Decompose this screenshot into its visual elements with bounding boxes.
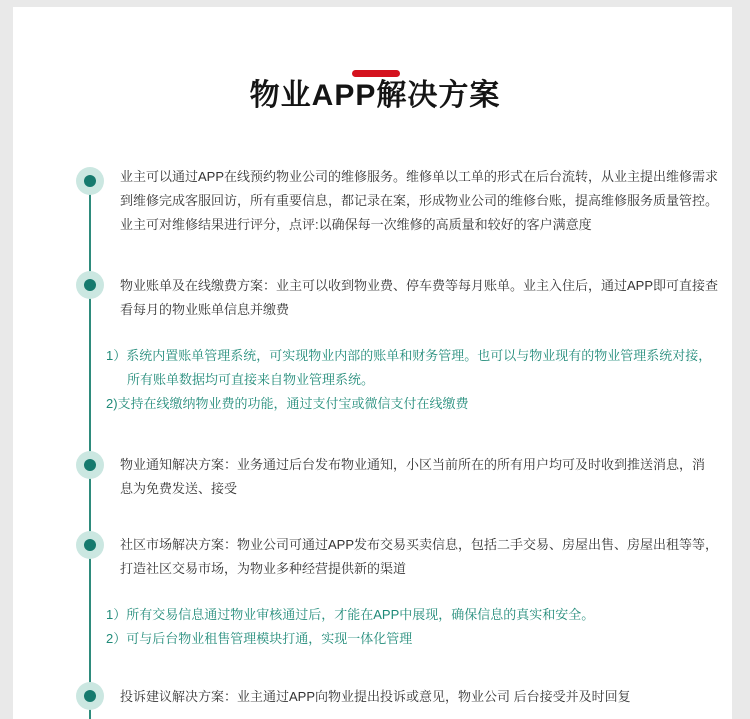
timeline-dot [76,271,104,299]
section-community-market-notes [106,603,738,651]
note-line: 所有账单数据均可直接来自物业管理系统。 [127,372,375,387]
title-accent-bar [352,70,400,77]
paragraph-line: 物业通知解决方案：业务通过后台发布物业通知，小区当前所在的所有用户均可及时收到推送消息，消 [120,457,706,472]
section-community-market [120,533,738,581]
timeline-dot [76,531,104,559]
timeline-dot-core [84,539,96,551]
section-billing-payment-notes [106,344,738,416]
section-notice [120,453,738,501]
timeline-dot-core [84,690,96,702]
paragraph-line: 打造社区交易市场，为物业多种经营提供新的渠道 [120,561,407,576]
note-line: 1）系统内置账单管理系统，可实现物业内部的账单和财务管理。也可以与物业现有的物业管理系统对接， [106,348,712,363]
timeline-dot [76,167,104,195]
timeline-dot [76,451,104,479]
paragraph-line: 到维修完成客服回访，所有重要信息，都记录在案，形成物业公司的维修台账，提高维修服务质量管控。 [120,193,719,208]
paragraph-line: 业主可以通过APP在线预约物业公司的维修服务。维修单以工单的形式在后台流转，从业主提出维修需求 [120,169,719,184]
timeline-line [89,181,91,719]
paragraph-line: 物业账单及在线缴费方案：业主可以收到物业费、停车费等每月账单。业主入住后，通过APP即可直接查 [120,278,719,293]
paragraph-line: 社区市场解决方案：物业公司可通过APP发布交易买卖信息，包括二手交易、房屋出售、房屋出租等等， [120,537,719,552]
paragraph-line: 业主可对维修结果进行评分，点评:以确保每一次维修的高质量和较好的客户满意度 [120,217,592,232]
note-line: 1）所有交易信息通过物业审核通过后，才能在APP中展现，确保信息的真实和安全。 [106,607,595,622]
timeline-dot [76,682,104,710]
paragraph-line: 看每月的物业账单信息并缴费 [120,302,290,317]
timeline-dot-core [84,175,96,187]
timeline-dot-core [84,279,96,291]
page-title: 物业APP解决方案 [249,79,501,112]
section-repair-service [120,165,738,237]
timeline-dot-core [84,459,96,471]
note-line: 2)支持在线缴纳物业费的功能，通过支付宝或微信支付在线缴费 [106,396,469,411]
section-billing-payment [120,274,738,322]
note-line: 2）可与后台物业租售管理模块打通，实现一体化管理 [106,631,413,646]
paragraph-line: 息为免费发送、接受 [120,481,238,496]
paragraph-line: 投诉建议解决方案：业主通过APP向物业提出投诉或意见，物业公司 后台接受并及时回复 [120,689,631,704]
section-complaint-suggestion [120,685,738,709]
